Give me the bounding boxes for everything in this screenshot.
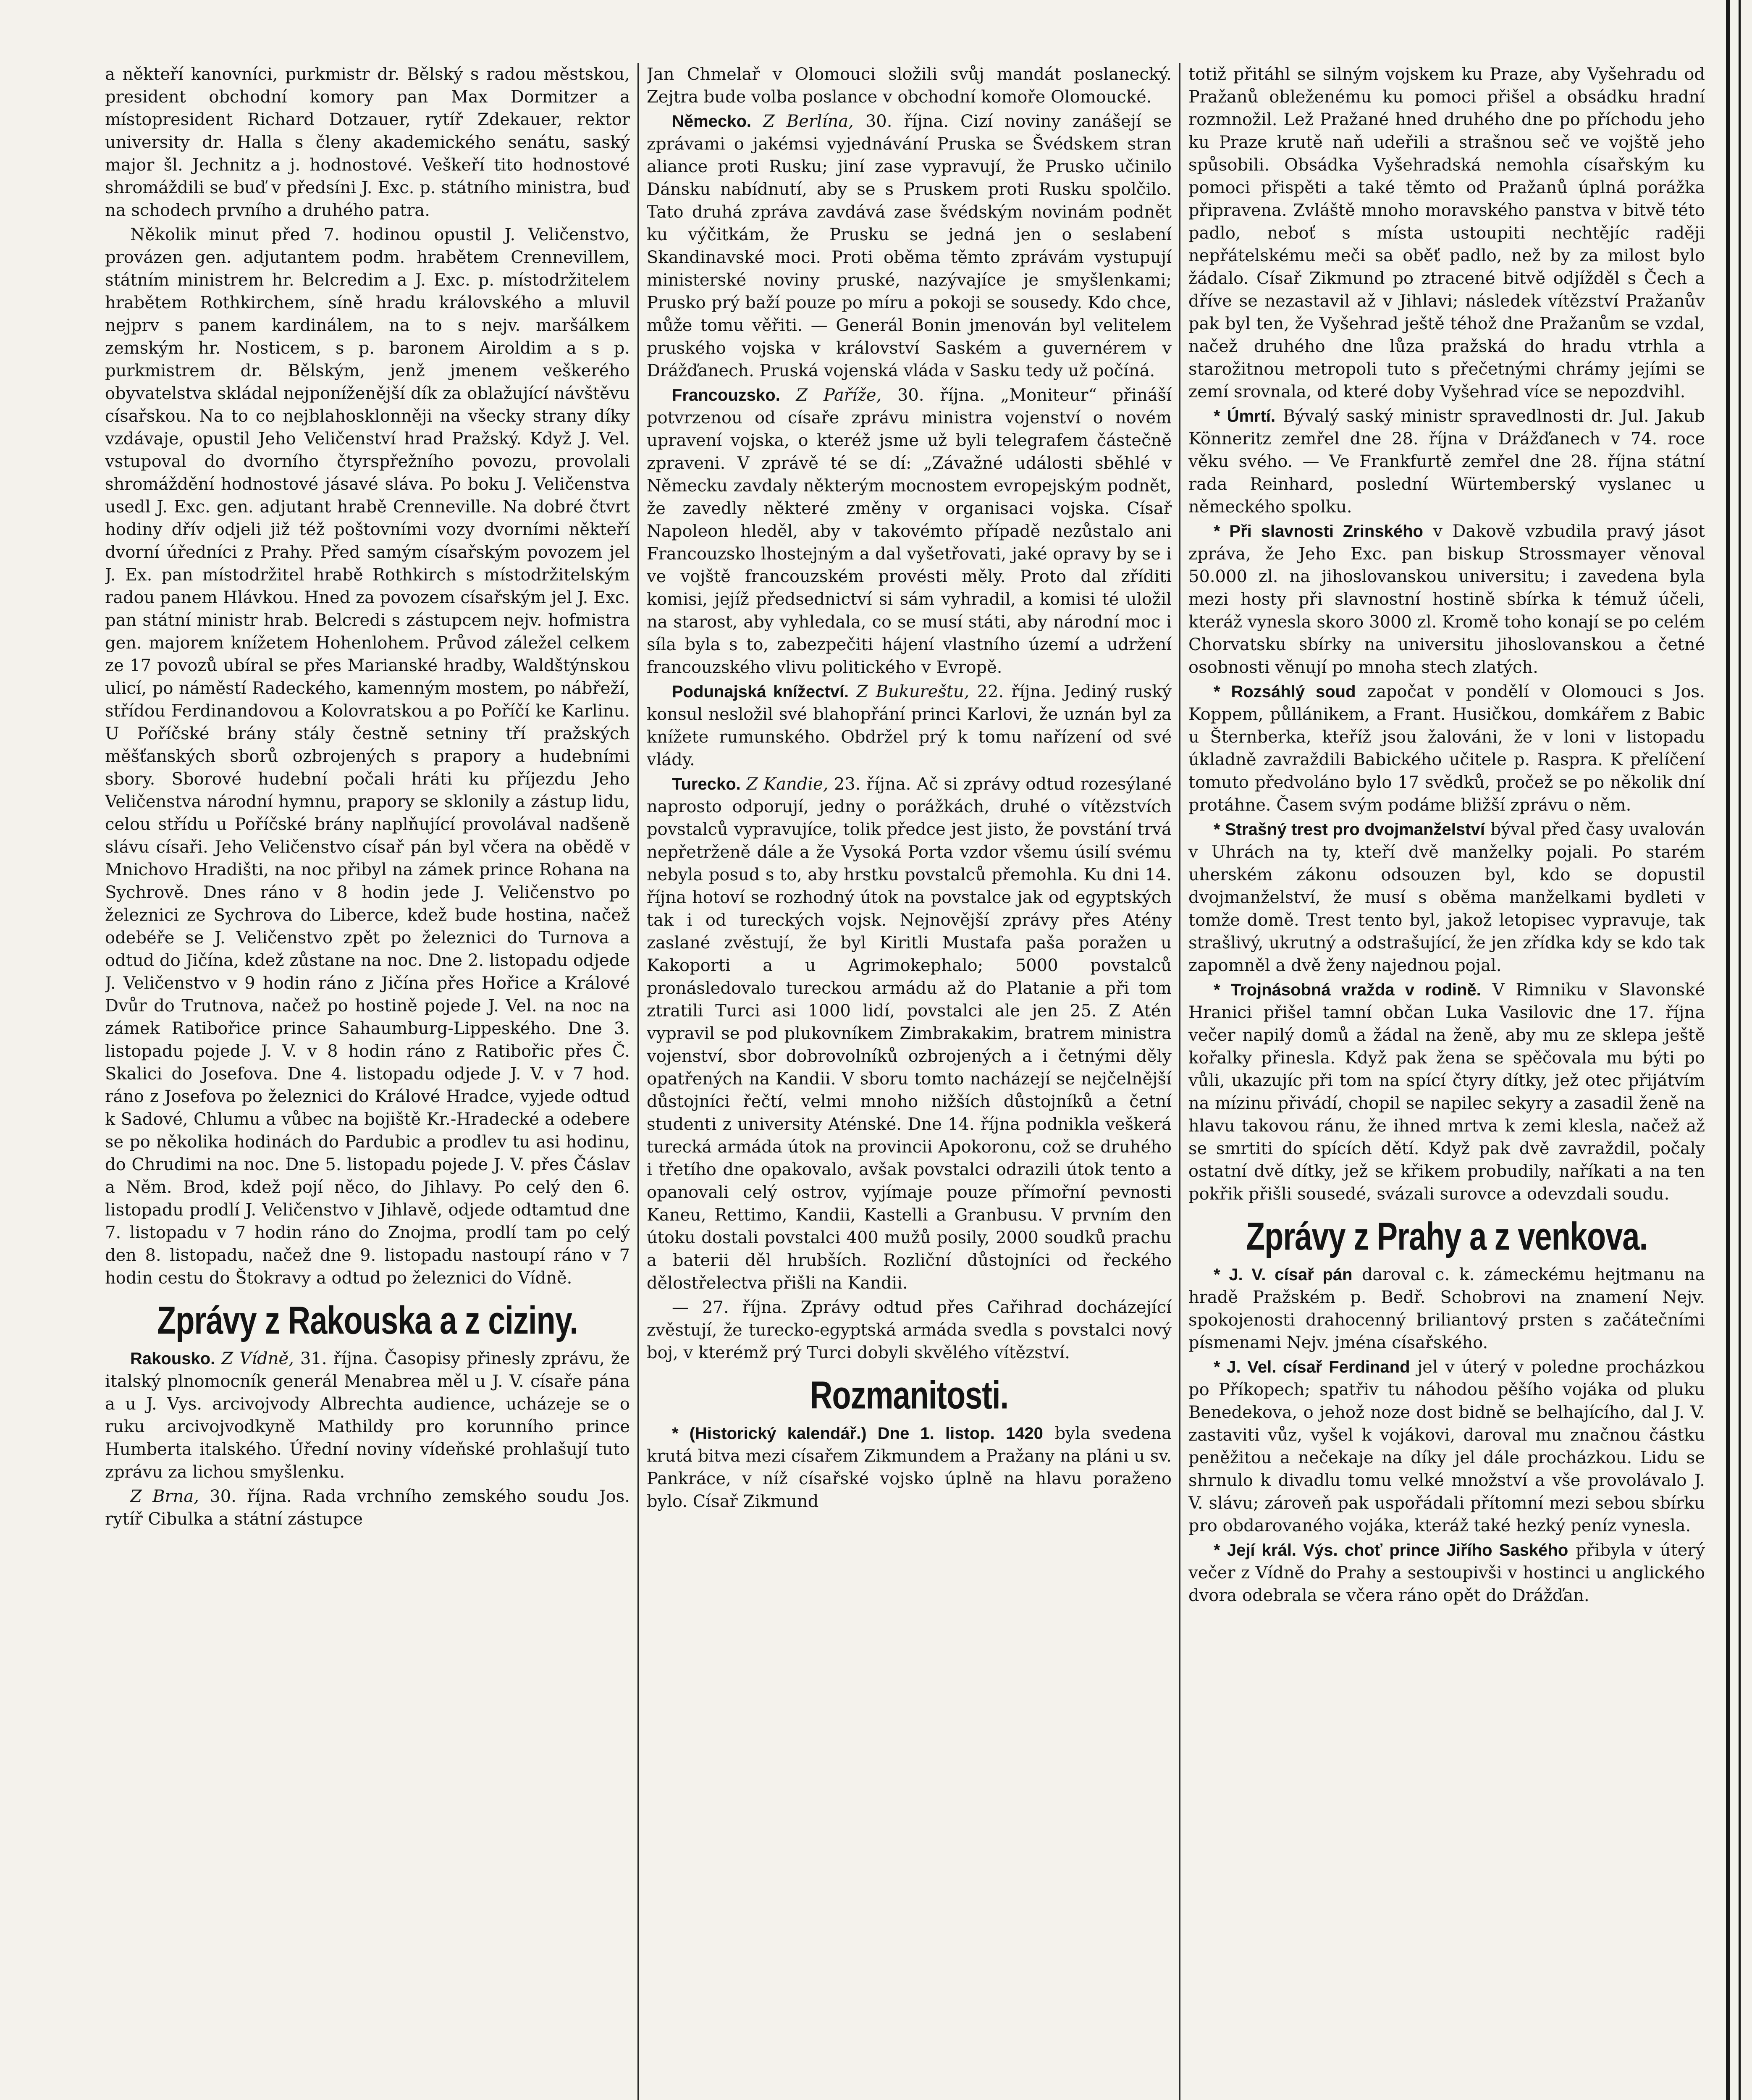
- article-paragraph: [1188, 1263, 1705, 1354]
- country-lead: Rakousko.: [130, 1349, 215, 1368]
- article-paragraph: [647, 110, 1172, 382]
- article-paragraph: Jan Chmelař v Olomouci složili svůj mandát poslanecký. Zejtra bude volba poslance v obchodní komoře Olomoucké.: [647, 65, 1172, 107]
- article-paragraph: [647, 680, 1172, 771]
- article-paragraph: [1188, 979, 1705, 1205]
- article-text: jel v úterý v poledne procházkou po Příkopech; spatřiv tu náhodou pěšího vojáka od pluku Benedekova, o jehož noze dost bidně se belhajícího, dal J. V. zastaviti vůz, vyšel k vojákovi, daroval mu značnou částku peněžitou a nečekaje na díky jel dále procházkou. Lidu se shrnulo k divadlu tomu velké množství a vše provolávalo J. V. slávu; zároveň pak uspořádali přítomní mezi sebou sbírku pro obdarovaného vojáka, kteráž také hezký peníz vynesla.: [1188, 1357, 1705, 1536]
- article-paragraph: [1188, 405, 1705, 518]
- article-paragraph: [1188, 1356, 1705, 1537]
- section-heading: Zprávy z Prahy a z venkova.: [1246, 1214, 1648, 1258]
- article-paragraph: [647, 773, 1172, 1294]
- article-text: daroval c. k. zámeckému hejtmanu na hradě Pražském p. Bedř. Schobrovi na znamení Nejv. spokojenosti drahocenný briliantový prsten s začátečními písmenami Nejv. jména císařského.: [1188, 1265, 1705, 1352]
- article-text: Bývalý saský ministr spravedlnosti dr. Jul. Jakub Könneritz zemřel dne 28. října v Drážďanech v 74. roce věku svého. — Ve Frankfurtě zemřel dne 28. října státní rada Reinhard, poslední Würtemberský vyslanec u německého spolku.: [1188, 407, 1705, 517]
- item-lead: * (Historický kalendář.) Dne 1. listop. 1420: [672, 1424, 1043, 1443]
- dateline-place: Z Paříže,: [796, 386, 882, 405]
- dateline-place: Z Bukureštu,: [856, 682, 970, 701]
- article-paragraph: — 27. října. Zprávy odtud přes Cařihrad docházející zvěstují, že turecko-egyptská armáda svedla s povstalci nový boj, v kterémž prý Turci dobyli skvělého vítězství.: [647, 1298, 1172, 1362]
- section-heading: Zprávy z Rakouska a z ciziny.: [157, 1298, 578, 1342]
- right-frame-bar-thin: [1739, 0, 1741, 2100]
- article-text: započat v pondělí v Olomouci s Jos. Koppem, půllánikem, a Frant. Husičkou, domkářem z Babic u Šternberka, kteříž jsou žalováni, že v loni v listopadu úkladně zavraždili Babického učitele p. Raspra. K přelíčení tomuto předvoláno bylo 17 svědků, pročež se po několik dní protáhne. Časem svým podáme bližší zprávu o něm.: [1188, 682, 1705, 815]
- right-frame-bar: [1726, 0, 1730, 2100]
- column-rule: [1179, 63, 1180, 2100]
- column-1: [105, 63, 630, 2100]
- article-paragraph: a někteří kanovníci, purkmistr dr. Bělský s radou městskou, president obchodní komory pan Max Dormitzer a místopresident Richard Dotzauer, rytíř Zdekauer, rektor university dr. Halla s členy akademického senátu, saský major šl. Jechnitz a j. hodnostové. Veškeří tito hodnostové shromáždili se buď v předsíni J. Exc. p. státního ministra, buď na schodech prvního a druhého patra.: [105, 65, 630, 220]
- item-lead: * Rozsáhlý soud: [1214, 682, 1356, 701]
- column-3: [1188, 63, 1705, 2100]
- dateline-place: Z Berlína,: [763, 112, 854, 131]
- article-paragraph: [1188, 680, 1705, 816]
- country-lead: Podunajská knížectví.: [672, 682, 849, 701]
- article-paragraph: [105, 1485, 630, 1530]
- country-lead: Turecko.: [672, 775, 741, 793]
- article-paragraph: totiž přitáhl se silným vojskem ku Praze, aby Vyšehradu od Pražanů obleženému ku pomoci přišel a obsádku hradní rozmnožil. Lež Pražané hned druhého dne po příchodu jeho ku Praze krutě naň udeřili a strašnou seč ve vojště jeho spůsobili. Obsádka Vyšehradská nemohla císařským ku pomoci přispěti a také těmto od Pražanů úplná porážka připravena. Zvláště mnoho moravského panstva v bitvě této padlo, neboť s místa ustoupiti nechtějíc raději nepřátelskému meči sa oběť padlo, než by za milost bylo žádalo. Císař Zikmund po ztracené bitvě odjížděl s Čech a dříve se nezastavil až v Jihlavi; následek vítězství Pražanův pak byl ten, že Vyšehrad ještě téhož dne Pražanům se vzdal, načež druhého dne lůza pražská do hradu vtrhla a starožitnou metropoli tuto s přečetnými chrámy jejími se zemí srovnala, od které doby Vyšehrad více se nepozdvihl.: [1188, 65, 1705, 402]
- article-text: býval před časy uvalován v Uhrách na ty, kteří dvě manželky pojali. Po starém uherském zákonu odsouzen byl, kdo se dopustil dvojmanželství, že musí s oběma manželkami bydleti v tomže domě. Trest tento byl, jakož letopisec vypravuje, tak strašlivý, ukrutný a odstrašující, že jen zřídka kdy se kdo tak zapomněl a dvě ženy najednou pojal.: [1188, 820, 1705, 975]
- article-paragraph: Několik minut před 7. hodinou opustil J. Veličenstvo, provázen gen. adjutantem podm. hrabětem Crennevillem, státním ministrem hr. Belcredim a J. Exc. p. místodržitelem hrabětem Rothkirchem, síně hradu královského a mluvil nejprv s panem kardinálem, na to s nejv. maršálkem zemským hr. Nosticem, s p. baronem Airoldim a s p. purkmistrem dr. Bělským, jenž jmenem veškerého obyvatelstva skládal nejponíženější dík za oblažující návštěvu císařskou. Na to co nejblahosklonněji na všecky strany díky vzdávaje, opustil Jeho Veličenství hrad Pražský. Když J. Vel. vstupoval do dvorního čtyrspřežního povozu, provolali shromáždění hodnostové jásavé sláva. Po boku J. Veličenstva usedl J. Exc. gen. adjutant hrabě Crenneville. Na dobré čtvrt hodiny dřív odjeli již též poštovními vozy dvorními někteří dvorní úředníci z Prahy. Před samým císařským povozem jel J. Ex. pan místodržitel hrabě Rothkirch s místodržitelským radou panem Hlávkou. Hned za povozem císařským jel J. Exc. pan státní ministr hrab. Belcredi s zástupcem nejv. hofmistra gen. majorem knížetem Hohenlohem. Průvod záležel celkem ze 17 povozů ubíral se přes Marianské hradby, Waldštýnskou ulicí, po náměstí Radeckého, kamenným mostem, po nábřeží, střídou Ferdinandovou a Kolovratskou a po Poříčí ke Karlinu. U Poříčské brány stály čestně setniny tří pražských měšťanských sborů ozbrojených s prapory a hudebními sbory. Sborové hudební počali hráti ku příjezdu Jeho Veličenstva národní hymnu, prapory se sklonily a zástup lidu, celou střídu u Poříčské brány naplňující provolával nadšeně slávu císaři. Jeho Veličenstvo císař pán byl včera na obědě v Mnichovo Hradišti, na noc přibyl na zámek prince Rohana na Sychrově. Dnes ráno v 8 hodin jede J. Veličenstvo po železnici ze Sychrova do Liberce, kdež bude hostina, načež odebéře se J. Veličenstvo zpět po železnici do Turnova a odtud do Jičína, kdež zůstane na noc. Dne 2. listopadu odjede J. Veličenstvo v 9 hodin ráno z Jičína přes Hořice a Králové Dvůr do Trutnova, načež po hostině pojede J. Vel. na noc na zámek Ratibořice prince Sahaumburg-Lippeského. Dne 3. listopadu pojede J. V. v 8 hodin ráno z Ratibořic přes Č. Skalici do Josefova. Dne 4. listopadu odjede J. V. v 7 hod. ráno z Josefova po železnici do Králové Hradce, vyjede odtud k Sadové, Chlumu a vůbec na bojiště Kr.-Hradecké a odebere se po několika hodinách do Pardubic a prodlev tu asi hodinu, do Chrudimi na noc. Dne 5. listopadu pojede J. V. přes Čáslav a Něm. Brod, kdež pojí něco, do Jihlavy. Po celý den 6. listopadu prodlí J. Veličenstvo v Jihlavě, odjede odtamtud dne 7. listopadu v 7 hodin ráno do Znojma, prodlí tam po celý den 8. listopadu, načež dne 9. listopadu nastoupí ráno v 7 hodin cestu do Štokravy a odtud po železnici do Vídně.: [105, 225, 630, 1288]
- article-paragraph: [1188, 520, 1705, 679]
- article-text: v Dakově vzbudila pravý jásot zpráva, že Jeho Exc. pan biskup Strossmayer věnoval 50.000 zl. na jihoslovanskou universitu; i zavedena byla mezi hosty při slavnostní hostině sbírka k témuž účeli, kteráž vynesla skoro 3000 zl. Kromě toho konají se po celém Chorvatsku sbírky na universitu jihoslovanskou a četné osobnosti věnují po mnoha stech zlatých.: [1188, 522, 1705, 677]
- section-heading: Rozmanitosti.: [810, 1373, 1009, 1417]
- article-paragraph: [1188, 1539, 1705, 1607]
- item-lead: * Strašný trest pro dvojmanželství: [1214, 820, 1485, 839]
- column-2: [647, 63, 1172, 2100]
- item-lead: * J. V. císař pán: [1214, 1265, 1353, 1284]
- newspaper-page: [105, 63, 1709, 2100]
- country-lead: Francouzsko.: [672, 386, 780, 404]
- item-lead: * J. Vel. císař Ferdinand: [1214, 1358, 1410, 1376]
- dateline-place: Z Kandie,: [746, 774, 829, 794]
- country-lead: Německo.: [672, 112, 751, 131]
- article-text: V Rimniku v Slavonské Hranici přišel tamní občan Luka Vasilovic dne 17. října večer napilý domů a žádal na ženě, aby mu ze sklepa ještě kořalky přinesla. Když pak žena se spěčovala mu býti po vůli, ukazujíc při tom na spící čtyry dítky, jež otec přijátvím na mízinu přivádí, chopil se napilec sekyry a zasadil ženě na hlavu takovou ránu, že ihned mrtva k zemi klesla, načež až se smrtiti do spících dětí. Když pak dvě zavraždil, počaly ostatní dvě dítky, jež se křikem probudily, naříkati a na ten pokřik přišli sousedé, svázali surovce a odevzdali soudu.: [1188, 980, 1705, 1204]
- item-lead: * Při slavnosti Zrinského: [1214, 522, 1423, 541]
- article-paragraph: [105, 1347, 630, 1483]
- article-text: 30. října. Cizí noviny zanášejí se zprávami o jakémsi vyjednávání Pruska se Švédskem stran aliance proti Rusku; jiní zase vypravují, že Prusko učinilo Dánsku nabídnutí, aby se s Pruskem proti Rusku spolčilo. Tato druhá zpráva zavdává zase švédským novinám podnět ku výčitkám, že Prusku se jedná jen o seslabení Skandinavské moci. Proti oběma těmto zprávám vystupují ministerské noviny pruské, nazývajíce je smyšlenkami; Prusko prý baží pouze po míru a pokoji se sousedy. Kdo chce, může tomu věřiti. — Generál Bonin jmenován byl velitelem pruského vojska v království Saském a guvernérem v Drážďanech. Pruská vojenská vláda v Sasku tedy už počíná.: [647, 112, 1172, 381]
- article-text: 22. října. Jediný ruský konsul nesložil své blahopřání princi Karlovi, že uznán byl za knížete rumunského. Obdržel prý k tomu nařízení od své vlády.: [647, 682, 1172, 769]
- column-rule: [637, 63, 639, 2100]
- article-text: 30. října. „Moniteur“ přináší potvrzenou od císaře zprávu ministra vojenství o novém upravení vojska, o kteréž jsme už byli telegrafem částečně zpraveni. V zprávě té se dí: „Závažné události sběhlé v Německu zavdaly některým mocnostem evropejským podnět, že zavedly některé změny v organisaci vojska. Císař Napoleon hleděl, aby v takovémto případě nezůstalo ani Francouzsko lhostejným a dal vyšetřovati, jaké opravy by se i ve vojště francouzském provésti měly. Proto dal zříditi komisi, jejíž předsednictví si sám vyhradil, a komisi té uložil na starost, aby vyhledala, co se musí státi, aby národní moc i síla byla s to, zabezpečiti hájení vlastního území a udržení francouzského vlivu politického v Evropě.: [647, 386, 1172, 677]
- dateline-place: Z Vídně,: [221, 1349, 294, 1368]
- article-text: 31. října. Časopisy přinesly zprávu, že italský plnomocník generál Menabrea měl u J. V. císaře pána a u J. Vys. arcivojvody Albrechta audience, ucházeje se o ruku arcivojvodkyně Mathildy pro korunního prince Humberta italského. Úřední noviny vídeňské prohlašují tuto zprávu za lichou smyšlenku.: [105, 1349, 630, 1482]
- item-lead: * Trojnásobná vražda v rodině.: [1214, 981, 1481, 999]
- item-lead: * Její král. Výs. choť prince Jiřího Saského: [1214, 1541, 1568, 1559]
- article-paragraph: [1188, 818, 1705, 977]
- article-paragraph: [647, 384, 1172, 679]
- item-lead: * Úmrtí.: [1214, 407, 1276, 425]
- article-text: 23. října. Ač si zprávy odtud rozesýlané naprosto odporují, jedny o porážkách, druhé o vítězstvích povstalců vypravujíce, tolik předce jest jisto, že povstání trvá nepřetrženě dále a že Vysoká Porta vzdor všemu úsilí svému nebyla posud s to, aby hrstku povstalců přemohla. Ku dni 14. října hotoví se rozhodný útok na povstalce jak od egyptských tak i od tureckých vojsk. Nejnovější zprávy přes Atény zaslané zvěstují, že byl Kiritli Mustafa paša poražen u Kakoporti a u Agrimokephalo; 5000 povstalců pronásledovalo tureckou armádu až do Platanie a při tom ztratili Turci asi 1000 lidí, povstalci ale jen 25. Z Atén vypravil se pod plukovníkem Zimbrakakim, bratrem ministra vojenství, sbor dobrovolníků ozbrojených a i četnými děly opatřených na Kandii. V sboru tomto nacházejí se nejčelnější důstojníci řečtí, velmi mnoho nižších důstojníků a četní studenti z university Aténské. Dne 14. října podnikla veškerá turecká armáda útok na provincii Apokoronu, což se druhého i třetího dne opakovalo, avšak povstalci odrazili útok tento a opanovali celý ostrov, vyjímaje pouze přímořní pevnosti Kaneu, Rettimo, Kandii, Kastelli a Granbusu. V prvním den útoku dostali povstalci 400 mužů posily, 2000 soudků prachu a baterii děl hrubších. Rozliční důstojníci od řeckého dělostřelectva přišli na Kandii.: [647, 774, 1172, 1293]
- article-text: 30. října. Rada vrchního zemského soudu Jos. rytíř Cibulka a státní zástupce: [105, 1487, 630, 1529]
- article-paragraph: [647, 1422, 1172, 1513]
- dateline-place: Z Brna,: [130, 1487, 199, 1506]
- article-text: přibyla v úterý večer z Vídně do Prahy a sestoupivši v hostinci u anglického dvora odebrala se včera ráno opět do Drážďan.: [1188, 1541, 1705, 1605]
- article-text: byla svedena krutá bitva mezi císařem Zikmundem a Pražany na pláni u sv. Pankráce, v níž císařské vojsko úplně na hlavu poraženo bylo. Císař Zikmund: [647, 1424, 1172, 1511]
